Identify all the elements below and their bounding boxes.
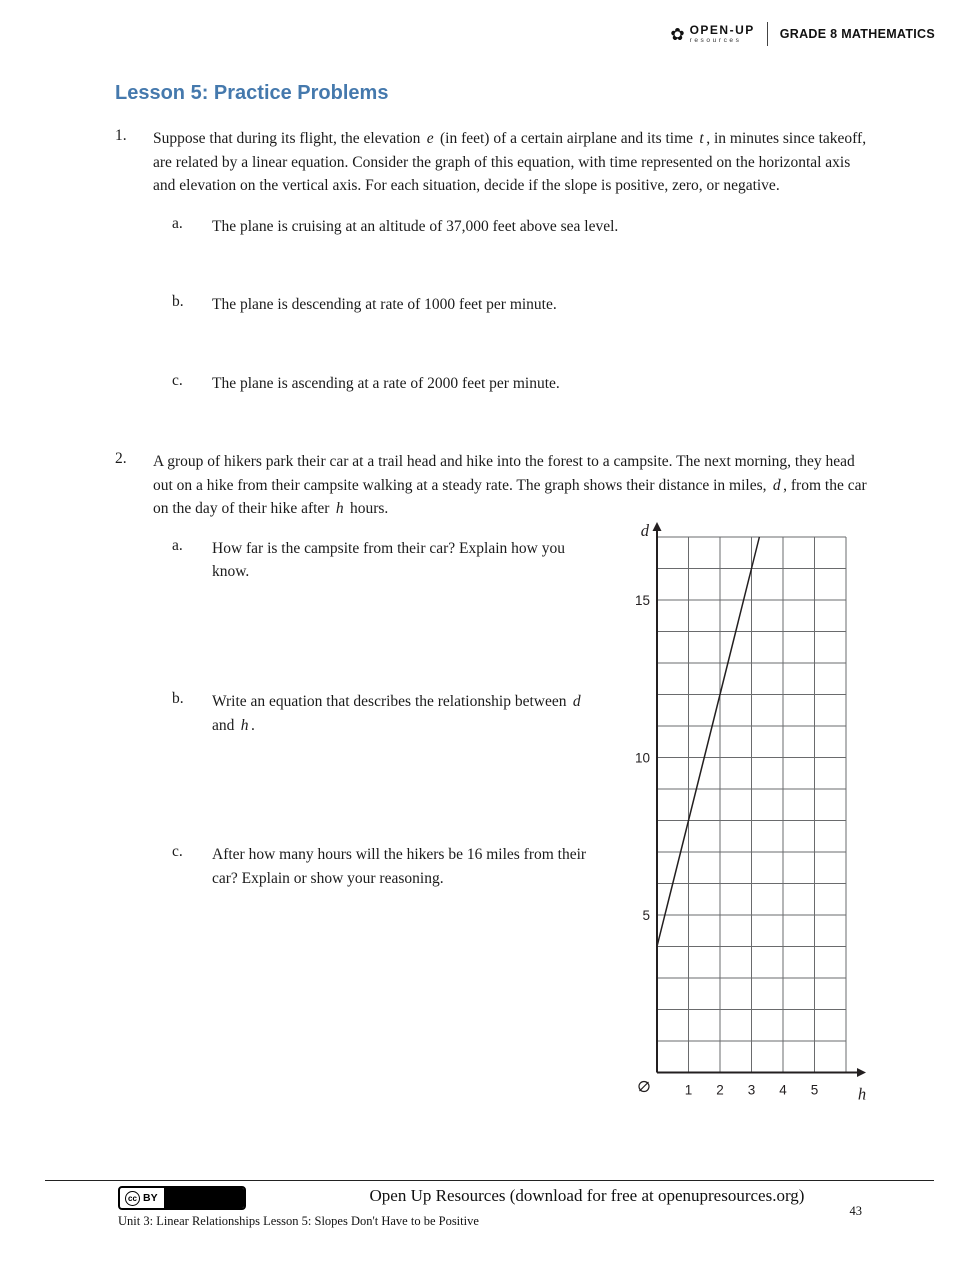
problem-2-body <box>115 521 867 1109</box>
item-text: The plane is ascending at a rate of 2000 feet per minute. <box>212 374 560 392</box>
problem-2-item-c <box>172 843 627 890</box>
cc-icon: cc <box>125 1191 140 1206</box>
logo-name: OPEN-UP <box>689 22 755 37</box>
item-label: c. <box>172 371 183 389</box>
item-text: Write an equation that describes the relationship between d and h . <box>212 690 600 737</box>
svg-text:h: h <box>857 1084 867 1104</box>
logo-subtitle: resources <box>689 36 742 44</box>
cc-badge-fill <box>164 1188 244 1208</box>
problem-2-intro-row <box>115 450 867 521</box>
item-text: How far is the campsite from their car? Explain how you know. <box>212 539 565 581</box>
svg-text:4: 4 <box>779 1082 787 1098</box>
cc-license-badge <box>118 1186 246 1210</box>
item-label: a. <box>172 214 183 232</box>
item-text: The plane is cruising at an altitude of 37,000 feet above sea level. <box>212 217 619 235</box>
openup-logo-text <box>690 24 755 45</box>
problem-2-number: 2. <box>115 450 127 468</box>
svg-text:3: 3 <box>747 1082 756 1098</box>
svg-text:5: 5 <box>642 907 650 923</box>
item-label: b. <box>172 690 184 708</box>
item-label: a. <box>172 536 183 554</box>
problem-1-item-a <box>172 215 867 239</box>
footer-unit-text: Unit 3: Linear Relationships Lesson 5: Slopes Don't Have to be Positive <box>118 1214 479 1228</box>
math-variable: d <box>572 693 581 711</box>
svg-text:10: 10 <box>634 750 650 766</box>
math-variable: d <box>772 476 781 494</box>
math-variable: e <box>426 130 434 147</box>
problem-2-item-b <box>172 690 627 737</box>
header-divider <box>767 22 768 46</box>
item-text: The plane is descending at rate of 1000 feet per minute. <box>212 296 557 314</box>
svg-text:d: d <box>640 520 649 540</box>
math-variable: h <box>240 716 249 734</box>
footer-main-text: Open Up Resources (download for free at openupresources.org) <box>369 1186 805 1205</box>
page-number: 43 <box>849 1204 862 1218</box>
item-label: c. <box>172 843 183 861</box>
openup-flower-icon: ✿ <box>670 24 685 44</box>
svg-text:1: 1 <box>684 1082 693 1098</box>
item-text: After how many hours will the hikers be 16 miles from their car? Explain or show your reasoning. <box>212 846 587 887</box>
course-label: GRADE 8 MATHEMATICS <box>779 27 935 41</box>
problem-1-item-c <box>172 372 867 396</box>
problem-1 <box>115 127 867 395</box>
problem-2-item-a <box>172 537 627 584</box>
item-label: b. <box>172 293 184 311</box>
problem-1-intro-row <box>115 127 867 198</box>
page-title: Lesson 5: Practice Problems <box>115 82 389 104</box>
svg-text:15: 15 <box>634 592 650 608</box>
math-variable: t <box>699 130 704 147</box>
svg-text:2: 2 <box>716 1082 724 1098</box>
cc-by-label: BY <box>143 1192 158 1204</box>
footer-divider <box>45 1180 934 1181</box>
problem-2 <box>115 450 867 1108</box>
problem-2-items <box>172 537 627 996</box>
problem-1-intro: Suppose that during its flight, the elevation e (in feet) of a certain airplane and its time t , in minutes since takeoff, are related by a linear equation. Consider the graph of this equation, with time represented on the horizontal axis and elevation on the vertical axis. For each situation, decide if the slope is positive, zero, or negative. <box>153 130 867 195</box>
content <box>115 82 867 1108</box>
distance-time-graph-svg <box>627 521 872 1109</box>
openup-logo <box>670 24 754 45</box>
problem-1-number: 1. <box>115 127 127 144</box>
distance-time-graph <box>627 521 872 1109</box>
problem-1-item-b <box>172 293 867 317</box>
problem-2-intro: A group of hikers park their car at a trail head and hike into the forest to a campsite. The next morning, they head out on a hike from their campsite walking at a steady rate. The graph shows their distance in miles, d , from the car on the day of their hike after h hours. <box>153 453 867 518</box>
math-variable: h <box>335 500 344 518</box>
svg-text:5: 5 <box>810 1082 819 1098</box>
problem-1-items <box>172 215 867 396</box>
page-header <box>670 22 935 46</box>
